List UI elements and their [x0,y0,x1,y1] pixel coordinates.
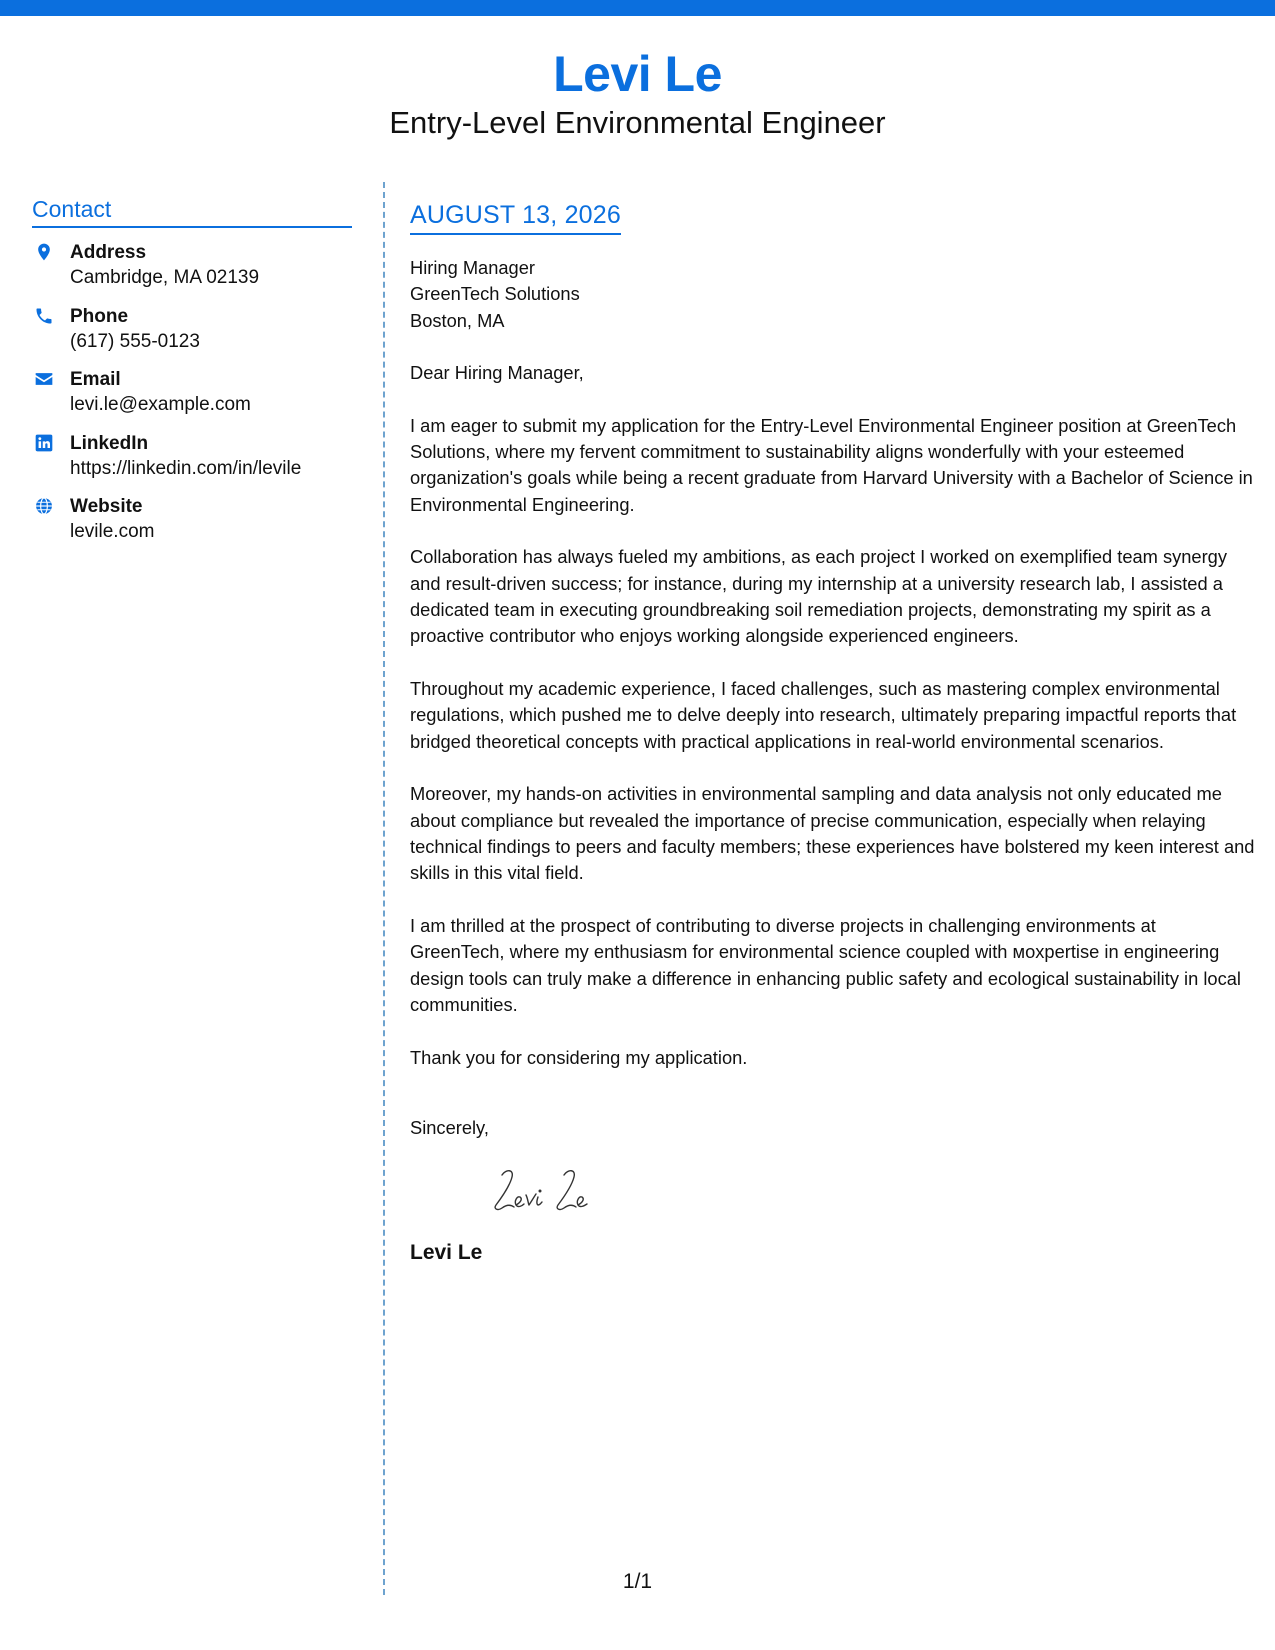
recipient-line: GreenTech Solutions [410,283,580,305]
recipient-block [410,255,1255,334]
contact-label-email: Email [70,369,121,390]
contact-sidebar [32,194,352,558]
signed-name: Levi Le [410,1240,483,1264]
contact-item-website [32,494,352,558]
contact-value-website[interactable]: levile.com [70,521,155,542]
linkedin-icon [34,433,54,453]
contact-value-email: levi.le@example.com [70,394,251,415]
letter-paragraph: I am thrilled at the prospect of contributing to diverse projects in challenging environments at GreenTech, where my enthusiasm for environmental science coupled with мoxpertise in engineering design tools can truly make a difference in enhancing public safety and ecological sustainability in local communities. [410,915,1241,1016]
contact-heading: Contact [32,194,352,228]
contact-label-website: Website [70,496,143,517]
letter-body [410,198,1255,1267]
closing: Sincerely, [410,1117,489,1139]
column-divider [383,182,385,1595]
contact-item-email [32,367,352,431]
letter-paragraph: Moreover, my hands-on activities in environmental sampling and data analysis not only educated me about compliance but revealed the importance of precise communication, especially when relaying technical findings to peers and faculty members; these experiences have bolstered my keen interest and skills in this vital field. [410,783,1255,884]
letter-date: AUGUST 13, 2026 [410,198,621,235]
recipient-line: Hiring Manager [410,257,535,278]
contact-list [32,240,352,558]
contact-item-linkedin [32,431,352,495]
contact-label-address: Address [70,242,147,263]
page-header [0,44,1275,142]
phone-icon [34,306,54,326]
job-title: Entry-Level Environmental Engineer [389,105,886,140]
letter-paragraph: Throughout my academic experience, I faced challenges, such as mastering complex environmental regulations, which pushed me to delve deeply into research, ultimately preparing impactful reports that bridged theoretical concepts with practical applications in real-world environmental scenarios. [410,678,1237,752]
top-accent-bar [0,0,1275,16]
letter-paragraph: Thank you for considering my application. [410,1046,748,1068]
contact-label-linkedin: LinkedIn [70,432,149,454]
letter-paragraph: Collaboration has always fueled my ambitions, as each project I worked on exemplified team synergy and result-driven success; for instance, during my internship at a university research lab, I assisted a dedicated team in executing groundbreaking soil remediation projects, demonstrating my spirit as a proactive contributor who enjoys working alongside experienced engineers. [410,546,1227,647]
letter-paragraph: I am eager to submit my application for the Entry-Level Environmental Engineer position at GreenTech Solutions, where my fervent commitment to sustainability aligns wonderfully with your esteemed organization's goals while being a recent graduate from Harvard University with a Bachelor of Science in Environmental Engineering. [410,414,1253,515]
handwritten-signature [482,1161,612,1219]
contact-value-address: Cambridge, MA 02139 [70,267,260,288]
page-number: 1/1 [622,1570,653,1593]
contact-value-linkedin[interactable]: https://linkedin.com/in/levile [70,457,302,479]
contact-item-phone [32,304,352,368]
salutation: Dear Hiring Manager, [410,361,584,383]
recipient-line: Boston, MA [410,309,505,331]
applicant-name: Levi Le [553,46,722,102]
envelope-icon [34,369,54,389]
contact-item-address [32,240,352,304]
contact-value-phone: (617) 555-0123 [70,330,200,352]
globe-icon [34,496,54,516]
contact-label-phone: Phone [70,305,129,327]
map-pin-icon [34,242,54,262]
